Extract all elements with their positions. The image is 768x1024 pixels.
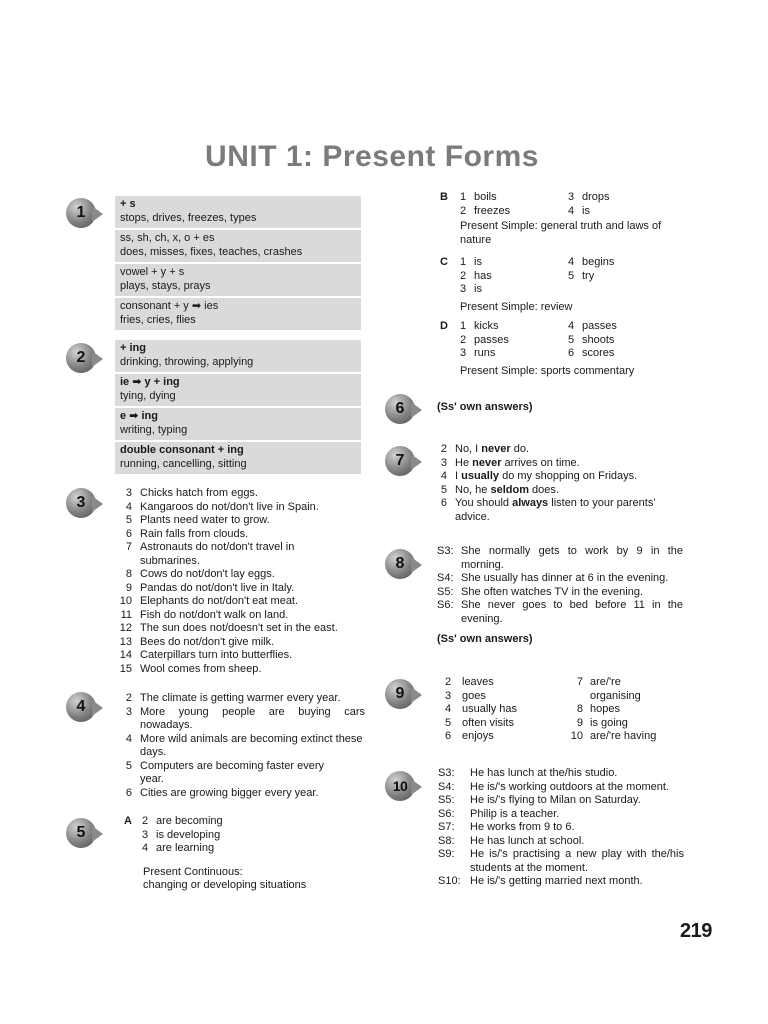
- list-item: [460, 347, 568, 361]
- list-item: [425, 443, 685, 457]
- list-item: [110, 487, 365, 501]
- item-number: 10: [119, 595, 132, 607]
- item-text: Computers are becoming faster every year.: [140, 759, 325, 785]
- item-text: are/'re having: [590, 730, 657, 742]
- adverb: always: [512, 497, 549, 509]
- rule-row: [115, 408, 361, 442]
- list-item: [110, 760, 365, 787]
- student-label: S7:: [438, 821, 455, 833]
- list-item: [110, 595, 365, 609]
- list-item: [110, 787, 365, 801]
- student-label: S6:: [438, 807, 455, 820]
- item-number: 5: [125, 759, 132, 772]
- item-number: 6: [125, 527, 132, 540]
- list-item: [563, 717, 660, 731]
- item-text: do.: [510, 443, 530, 455]
- list-item: [110, 733, 365, 760]
- list-item: [438, 794, 684, 808]
- item-number: 15: [119, 662, 132, 675]
- list-item: [110, 501, 365, 515]
- rule-text: vowel + y + s: [120, 266, 185, 278]
- item-number: 4: [568, 204, 575, 217]
- student-label: S8:: [438, 834, 455, 847]
- item-number: 14: [119, 649, 132, 661]
- item-text: No, he: [455, 483, 491, 496]
- item-text: hopes: [590, 703, 620, 715]
- item-number: 5: [440, 483, 447, 496]
- rule-examples: running, cancelling, sitting: [120, 458, 247, 470]
- rule-text: + ing: [120, 342, 146, 354]
- exercise-badge-6: 6: [385, 394, 415, 424]
- list-item: [110, 663, 365, 677]
- exercise-10-answers: [438, 767, 684, 889]
- item-number: 3: [125, 487, 132, 499]
- exercise-5a: [124, 815, 364, 893]
- item-text: do my shopping on Fridays.: [499, 470, 638, 482]
- item-text: Cows do not/don't lay eggs.: [140, 568, 275, 580]
- list-item: [445, 730, 563, 744]
- list-item: [437, 545, 683, 572]
- item-text: More wild animals are becoming extinct these days.: [140, 732, 363, 758]
- item-text: Chicks hatch from eggs.: [140, 487, 258, 499]
- list-item: [425, 484, 685, 498]
- list-item: [438, 875, 684, 889]
- item-text: is going: [590, 716, 628, 729]
- item-number: 6: [125, 786, 132, 799]
- list-item: [460, 256, 568, 270]
- section-letter: A: [124, 815, 132, 827]
- item-text: The climate is getting warmer every year.: [140, 692, 341, 704]
- spelling-rules-ing: [115, 340, 361, 474]
- item-number: 1: [460, 191, 467, 203]
- list-item: [110, 528, 365, 542]
- list-item: [110, 622, 365, 636]
- item-text: She normally gets to work by 9 in the morning.: [461, 545, 683, 571]
- rule-text: + s: [120, 198, 136, 210]
- item-number: 2: [460, 204, 467, 217]
- list-item: [142, 829, 364, 843]
- item-number: 4: [568, 320, 575, 332]
- page-title: UNIT 1: Present Forms: [205, 140, 539, 173]
- student-label: S4:: [437, 572, 454, 584]
- list-item: [568, 347, 617, 361]
- item-text: usually has: [462, 703, 518, 715]
- exercise-6-answer: (Ss' own answers): [437, 401, 533, 413]
- rule-row: [115, 374, 361, 408]
- list-item: [460, 191, 568, 205]
- item-text: He is/'s practising a new play with the/his students at the moment.: [470, 848, 684, 874]
- list-item: [460, 283, 568, 297]
- list-item: [568, 205, 610, 219]
- item-number: 7: [125, 541, 132, 553]
- list-item: [437, 586, 683, 600]
- item-text: are learning: [156, 842, 215, 854]
- student-label: S9:: [438, 848, 455, 860]
- exercise-7-answers: [425, 443, 685, 524]
- item-number: 3: [440, 456, 447, 469]
- exercise-5b: [440, 191, 685, 247]
- item-number: 2: [460, 269, 467, 282]
- exercise-5d: [440, 320, 685, 378]
- rule-examples: writing, typing: [120, 424, 188, 436]
- list-item: [142, 842, 364, 856]
- list-item: [568, 256, 614, 270]
- section-letter: B: [440, 191, 448, 203]
- rule-text: double consonant + ing: [120, 444, 244, 456]
- item-number: 7: [576, 676, 583, 688]
- item-text: passes: [582, 320, 617, 332]
- item-text: He is/'s flying to Milan on Saturday.: [470, 794, 641, 806]
- list-item: [445, 690, 563, 704]
- rule-examples: stops, drives, freezes, types: [120, 212, 257, 224]
- item-text: Astronauts do not/don't travel in submarines.: [140, 541, 295, 567]
- adverb: never: [472, 456, 502, 469]
- rule-row: [115, 340, 361, 374]
- item-text: I: [455, 470, 462, 482]
- list-item: [438, 848, 684, 875]
- section-letter: C: [440, 256, 448, 268]
- item-text: Fish do not/don't walk on land.: [140, 608, 289, 621]
- item-text: You should: [455, 497, 513, 509]
- item-number: 1: [460, 320, 467, 332]
- item-text: runs: [474, 347, 496, 359]
- item-text: freezes: [474, 204, 511, 217]
- item-text: has: [474, 269, 492, 282]
- spelling-rules-s: [115, 196, 361, 330]
- list-item: [438, 767, 684, 781]
- item-number: 6: [445, 730, 452, 742]
- rule-examples: plays, stays, prays: [120, 280, 211, 292]
- item-number: 8: [576, 703, 583, 715]
- exercise-badge-1: 1: [66, 198, 96, 228]
- student-label: S6:: [437, 599, 454, 611]
- item-text: kicks: [474, 320, 499, 332]
- item-number: 2: [142, 815, 149, 827]
- item-text: He works from 9 to 6.: [470, 821, 575, 833]
- rule-text: e ➡ ing: [120, 410, 158, 422]
- item-text: The sun does not/doesn't set in the east.: [140, 622, 338, 634]
- usage-note: Present Simple: sports commentary: [460, 364, 635, 377]
- item-number: 12: [119, 622, 132, 634]
- item-text: She often watches TV in the evening.: [461, 585, 644, 598]
- list-item: [110, 609, 365, 623]
- usage-note: Present Continuous:: [143, 865, 243, 878]
- list-item: [438, 835, 684, 849]
- item-number: 5: [125, 514, 132, 526]
- item-text: She usually has dinner at 6 in the evening.: [461, 572, 669, 584]
- list-item: [110, 706, 365, 733]
- item-text: He: [455, 456, 473, 469]
- item-text: does.: [528, 483, 559, 496]
- list-item: [110, 692, 365, 706]
- list-item: [460, 334, 568, 348]
- item-text: boils: [474, 191, 497, 203]
- exercise-badge-3: 3: [66, 488, 96, 518]
- list-item: [445, 717, 563, 731]
- item-text: drops: [582, 191, 610, 203]
- item-text: is: [474, 256, 482, 268]
- item-number: 3: [142, 828, 149, 841]
- student-label: S3:: [437, 545, 454, 557]
- list-item: [425, 470, 685, 484]
- list-item: [563, 703, 660, 717]
- item-text: goes: [462, 689, 486, 702]
- section-letter: D: [440, 320, 448, 332]
- item-number: 4: [142, 842, 149, 854]
- rule-text: ss, sh, ch, x, o + es: [120, 232, 215, 244]
- item-number: 2: [460, 333, 467, 346]
- item-number: 3: [460, 347, 467, 359]
- item-text: No, I: [455, 443, 482, 455]
- own-answers-note: (Ss' own answers): [437, 633, 533, 645]
- item-text: are/'re organising: [590, 676, 641, 702]
- item-text: is developing: [156, 828, 221, 841]
- rule-row: [115, 196, 361, 230]
- exercise-badge-10: 10: [385, 771, 415, 801]
- list-item: [437, 599, 683, 626]
- item-number: 8: [125, 568, 132, 580]
- item-number: 4: [125, 732, 132, 745]
- item-number: 4: [440, 470, 447, 482]
- list-item: [445, 676, 563, 690]
- list-item: [438, 781, 684, 795]
- item-text: He has lunch at school.: [470, 834, 585, 847]
- item-number: 2: [125, 692, 132, 704]
- rule-examples: does, misses, fixes, teaches, crashes: [120, 246, 303, 258]
- list-item: [110, 568, 365, 582]
- rule-examples: fries, cries, flies: [120, 314, 196, 326]
- item-text: Philip is a teacher.: [470, 807, 560, 820]
- list-item: [110, 649, 365, 663]
- exercise-badge-9: 9: [385, 679, 415, 709]
- item-number: 3: [125, 705, 132, 718]
- usage-note: Present Simple: general truth and laws of nature: [460, 220, 662, 246]
- list-item: [568, 320, 617, 334]
- item-text: is: [474, 283, 482, 295]
- exercise-5c: [440, 256, 685, 314]
- exercise-9-answers: [445, 676, 685, 744]
- exercise-badge-5: 5: [66, 818, 96, 848]
- list-item: [110, 541, 365, 568]
- item-number: 13: [119, 635, 132, 648]
- student-label: S5:: [437, 585, 454, 598]
- exercise-4-answers: [110, 692, 365, 800]
- item-text: She never goes to bed before 11 in the evening.: [461, 599, 683, 625]
- item-text: are becoming: [156, 815, 223, 827]
- item-number: 5: [568, 333, 575, 346]
- item-number: 6: [440, 497, 447, 509]
- item-text: often visits: [462, 716, 514, 729]
- item-number: 11: [120, 608, 132, 621]
- item-text: Pandas do not/don't live in Italy.: [140, 581, 295, 594]
- item-text: Wool comes from sheep.: [140, 662, 262, 675]
- list-item: [110, 636, 365, 650]
- rule-row: [115, 264, 361, 298]
- rule-examples: drinking, throwing, applying: [120, 356, 254, 368]
- list-item: [142, 815, 364, 829]
- item-text: He is/'s working outdoors at the moment.: [470, 780, 669, 793]
- list-item: [568, 270, 614, 284]
- rule-row: [115, 298, 361, 330]
- list-item: [438, 821, 684, 835]
- list-item: [460, 270, 568, 284]
- list-item: [563, 676, 660, 703]
- item-text: Caterpillars turn into butterflies.: [140, 649, 293, 661]
- item-text: He has lunch at the/his studio.: [470, 767, 618, 779]
- exercise-badge-8: 8: [385, 549, 415, 579]
- student-label: S5:: [438, 794, 455, 806]
- item-text: begins: [582, 256, 615, 268]
- list-item: [445, 703, 563, 717]
- item-number: 1: [460, 256, 467, 268]
- item-text: passes: [474, 333, 509, 346]
- item-number: 4: [445, 703, 452, 715]
- rule-text: ie ➡ y + ing: [120, 376, 180, 388]
- item-text: Bees do not/don't give milk.: [140, 635, 275, 648]
- item-number: 10: [570, 730, 583, 742]
- item-text: Plants need water to grow.: [140, 514, 270, 526]
- item-number: 5: [445, 716, 452, 729]
- exercise-badge-2: 2: [66, 343, 96, 373]
- exercise-badge-7: 7: [385, 446, 415, 476]
- student-label: S3:: [438, 767, 455, 779]
- item-text: Rain falls from clouds.: [140, 527, 249, 540]
- list-item: [460, 205, 568, 219]
- item-number: 2: [445, 676, 452, 688]
- item-number: 4: [125, 500, 132, 513]
- rule-row: [115, 230, 361, 264]
- item-number: 2: [440, 443, 447, 455]
- rule-text: consonant + y ➡ ies: [120, 300, 219, 312]
- list-item: [438, 808, 684, 822]
- list-item: [568, 191, 610, 205]
- item-text: Kangaroos do not/don't live in Spain.: [140, 500, 319, 513]
- list-item: [110, 514, 365, 528]
- page-number: 219: [680, 920, 712, 942]
- item-text: enjoys: [462, 730, 494, 742]
- exercise-8-answers: [437, 545, 683, 647]
- list-item: [563, 730, 660, 744]
- usage-note: changing or developing situations: [143, 879, 307, 891]
- student-label: S10:: [438, 875, 461, 887]
- item-text: listen to your parents' advice.: [455, 497, 656, 523]
- adverb: never: [481, 443, 511, 455]
- adverb: seldom: [490, 483, 529, 496]
- list-item: [425, 457, 685, 471]
- item-number: 4: [568, 256, 575, 268]
- item-text: shoots: [582, 333, 615, 346]
- item-number: 6: [568, 347, 575, 359]
- item-number: 9: [125, 581, 132, 594]
- list-item: [437, 572, 683, 586]
- list-item: [110, 582, 365, 596]
- item-text: try: [582, 269, 595, 282]
- item-text: arrives on time.: [501, 456, 580, 469]
- exercise-badge-4: 4: [66, 692, 96, 722]
- rule-row: [115, 442, 361, 474]
- list-item: [460, 320, 568, 334]
- item-text: leaves: [462, 676, 494, 688]
- item-number: 3: [460, 283, 467, 295]
- rule-examples: tying, dying: [120, 390, 176, 402]
- item-number: 3: [445, 689, 452, 702]
- list-item: [568, 334, 617, 348]
- item-number: 3: [568, 191, 575, 203]
- item-text: scores: [582, 347, 615, 359]
- item-text: Cities are growing bigger every year.: [140, 786, 319, 799]
- item-text: He is/'s getting married next month.: [470, 875, 643, 887]
- item-number: 9: [576, 716, 583, 729]
- student-label: S4:: [438, 780, 455, 793]
- exercise-3-answers: [110, 487, 365, 676]
- item-text: is: [582, 204, 590, 217]
- usage-note: Present Simple: review: [460, 300, 573, 313]
- item-text: Elephants do not/don't eat meat.: [140, 595, 299, 607]
- list-item: [425, 497, 685, 524]
- adverb: usually: [461, 470, 500, 482]
- item-number: 5: [568, 269, 575, 282]
- item-text: More young people are buying cars nowadays.: [140, 705, 365, 731]
